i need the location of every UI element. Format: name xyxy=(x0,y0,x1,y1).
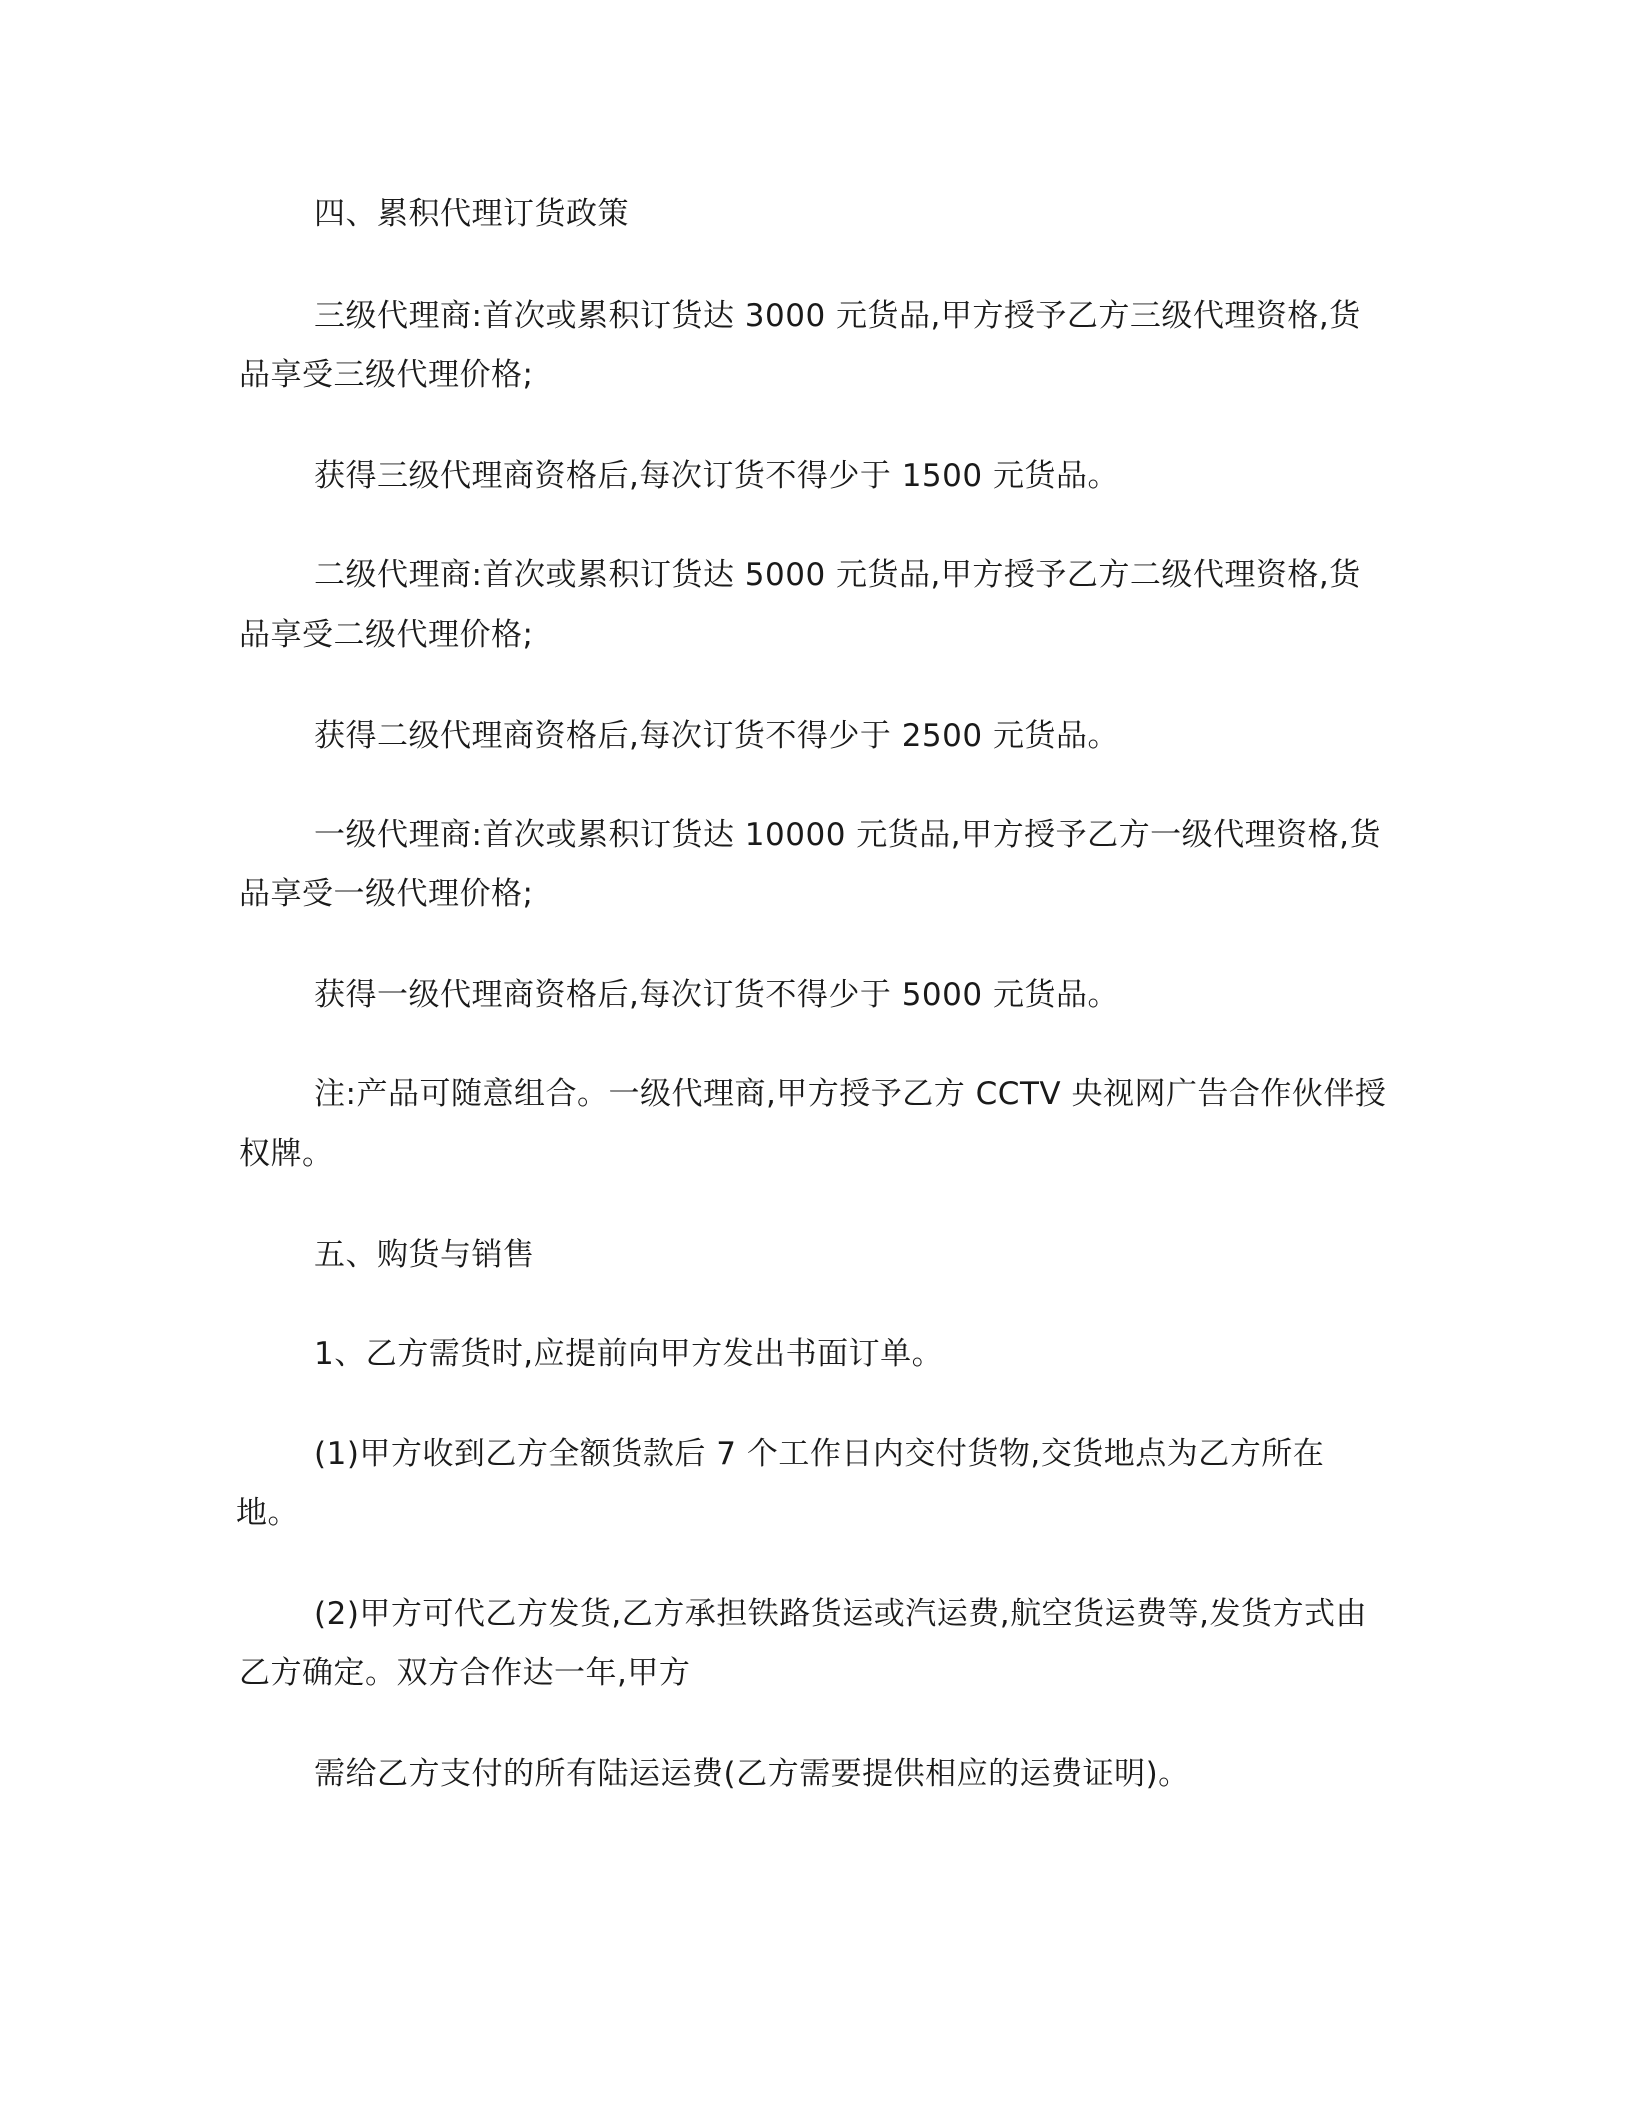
item1-paragraph: 1、乙方需货时,应提前向甲方发出书面订单。 xyxy=(314,1336,944,1372)
sub2-paragraph-line1: (2)甲方可代乙方发货,乙方承担铁路货运或汽运费,航空货运费等,发货方式由 xyxy=(314,1596,1367,1632)
sub1-paragraph-line1: (1)甲方收到乙方全额货款后 7 个工作日内交付货物,交货地点为乙方所在 xyxy=(314,1436,1325,1472)
note-paragraph-line2: 权牌。 xyxy=(239,1136,334,1172)
level3-paragraph-line2: 品享受三级代理价格; xyxy=(239,357,534,393)
level1-paragraph-line2: 品享受一级代理价格; xyxy=(239,876,534,912)
sub2-paragraph-line2: 乙方确定。双方合作达一年,甲方 xyxy=(239,1655,691,1691)
level2-paragraph-line2: 品享受二级代理价格; xyxy=(239,617,534,653)
level2-minimum-order: 获得二级代理商资格后,每次订货不得少于 2500 元货品。 xyxy=(314,718,1119,754)
sub1-paragraph-line2: 地。 xyxy=(236,1495,299,1531)
level2-paragraph-line1: 二级代理商:首次或累积订货达 5000 元货品,甲方授予乙方二级代理资格,货 xyxy=(314,557,1361,593)
level1-paragraph-line1: 一级代理商:首次或累积订货达 10000 元货品,甲方授予乙方一级代理资格,货 xyxy=(314,817,1381,853)
level3-minimum-order: 获得三级代理商资格后,每次订货不得少于 1500 元货品。 xyxy=(314,458,1119,494)
level3-paragraph-line1: 三级代理商:首次或累积订货达 3000 元货品,甲方授予乙方三级代理资格,货 xyxy=(314,298,1361,334)
sub2-paragraph-line3: 需给乙方支付的所有陆运运费(乙方需要提供相应的运费证明)。 xyxy=(314,1756,1190,1792)
level1-minimum-order: 获得一级代理商资格后,每次订货不得少于 5000 元货品。 xyxy=(314,977,1119,1013)
section5-heading: 五、购货与销售 xyxy=(314,1237,535,1273)
section4-heading: 四、累积代理订货政策 xyxy=(314,196,629,232)
note-paragraph-line1: 注:产品可随意组合。一级代理商,甲方授予乙方 CCTV 央视网广告合作伙伴授 xyxy=(314,1076,1387,1112)
